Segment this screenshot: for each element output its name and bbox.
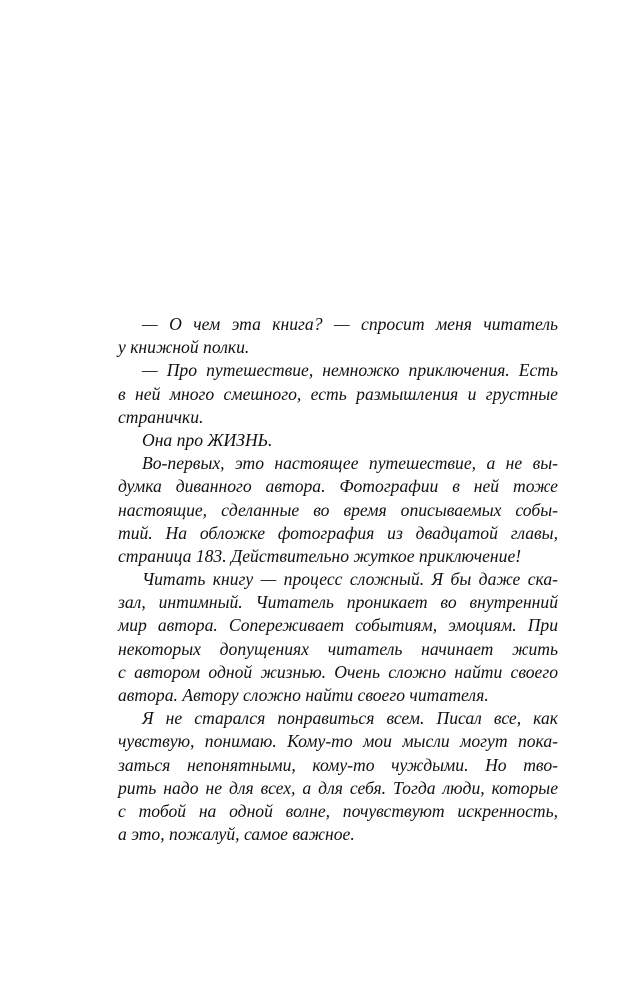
text-line: — Про путешествие, немножко приключения. Есть (142, 360, 558, 381)
text-line: Она про ЖИЗНЬ. (142, 429, 273, 450)
text-line: Во-первых, это настоящее путешествие, а не вы- (142, 453, 558, 474)
text-line: думка диванного автора. Фотографии в ней тоже (118, 476, 558, 497)
text-line: автора. Автору сложно найти своего читателя. (118, 685, 489, 705)
text-line: в ней много смешного, есть размышления и грустные (118, 383, 558, 404)
text-line: с автором одной жизнью. Очень сложно найти своего (118, 661, 558, 682)
text-line: странички. (118, 406, 204, 427)
text-line: чувствую, понимаю. Кому-то мои мысли могут пока- (118, 731, 558, 752)
text-line: зал, интимный. Читатель проникает во внутренний (118, 592, 558, 613)
text-line: некоторых допущениях читатель начинает жить (118, 638, 558, 659)
text-line: Читать книгу — процесс сложный. Я бы даже ска- (142, 569, 558, 590)
text-line: страница 183. Действительно жуткое приключение! (118, 545, 522, 566)
text-line: тий. На обложке фотография из двадцатой главы, (118, 522, 558, 543)
text-line: мир автора. Сопереживает событиям, эмоциям. При (118, 615, 558, 636)
body-text (118, 313, 558, 846)
text-line: настоящие, сделанные во время описываемых собы- (118, 499, 558, 520)
text-line: — О чем эта книга? — спросит меня читатель (142, 314, 558, 334)
text-line: рить надо не для всех, а для себя. Тогда люди, которые (118, 777, 558, 798)
text-line: с тобой на одной волне, почувствуют искренность, (118, 800, 558, 821)
text-line: у книжной полки. (118, 337, 250, 358)
text-line: заться непонятными, кому-то чуждыми. Но тво- (118, 754, 558, 775)
text-line: а это, пожалуй, самое важное. (118, 824, 355, 845)
text-line: Я не старался понравиться всем. Писал все, как (142, 708, 558, 729)
